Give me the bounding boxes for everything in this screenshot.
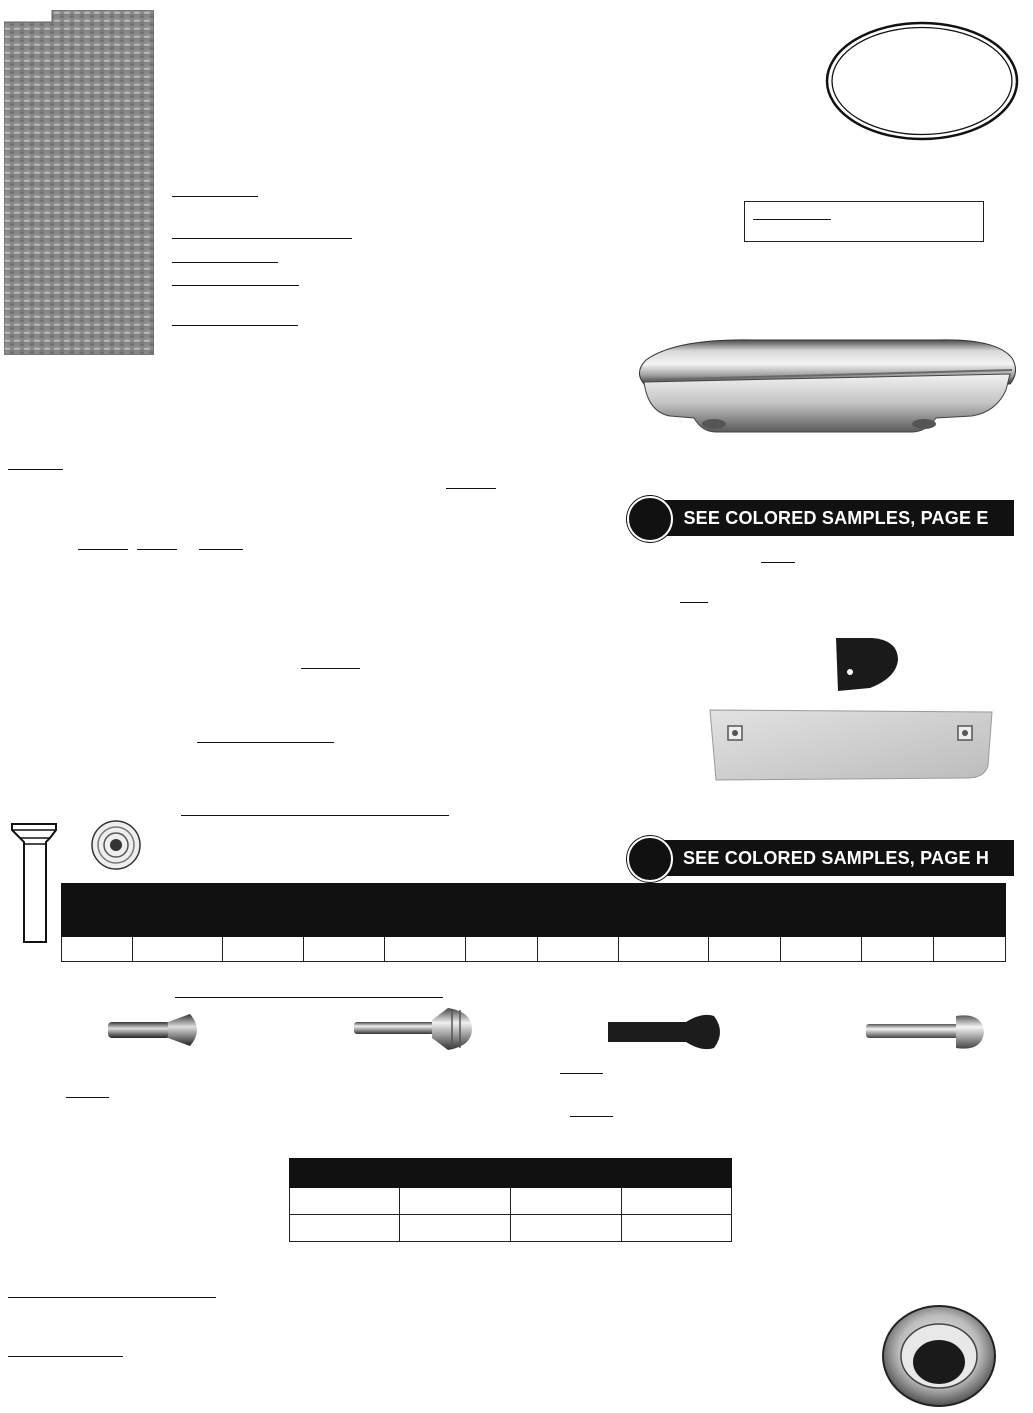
table-cell [133,937,223,962]
parts-table [61,883,1006,962]
table-cell [62,937,133,962]
table-cell [862,937,934,962]
underline-rule [761,562,795,563]
lock-knob-black-image [606,1010,724,1054]
underline-rule [181,815,449,816]
table-row [290,1188,732,1215]
table-header-cell [290,1159,732,1188]
table-cell [538,937,619,962]
underline-rule [753,219,831,220]
underline-rule [172,238,352,239]
table-cell [621,1215,731,1242]
underline-rule [66,1097,109,1098]
underline-rule [172,262,278,263]
lock-knob-tapered-image [106,1010,206,1050]
table-cell [290,1215,400,1242]
underline-rule [301,668,360,669]
table-cell [466,937,538,962]
escutcheon-grommet-image [880,1304,998,1408]
table-row [290,1215,732,1242]
table-row [62,937,1006,962]
banner-h-bullet [627,836,673,882]
underline-rule [78,549,128,550]
table-header-cell [62,884,1006,937]
table-cell [621,1188,731,1215]
table-header-row [62,884,1006,937]
table-cell [290,1188,400,1215]
underline-rule [8,469,63,470]
colored-samples-banner-h [648,840,1014,876]
table-cell [781,937,862,962]
lock-knob-side-image [10,820,58,946]
table-cell [709,937,781,962]
underline-rule [137,549,177,550]
underline-rule [197,742,334,743]
banner-e-text: SEE COLORED SAMPLES, PAGE E [683,507,989,528]
underline-rule [560,1073,603,1074]
table-cell [400,1188,511,1215]
banner-h-text: SEE COLORED SAMPLES, PAGE H [682,847,990,868]
table-cell [511,1215,621,1242]
lock-ferrule-image [90,820,144,870]
table-cell [619,937,709,962]
underline-rule [680,602,708,603]
oval-emblem-image [824,20,1020,142]
boxed-label [744,201,984,242]
underline-rule [175,997,443,998]
table-cell [400,1215,511,1242]
table-cell [511,1188,621,1215]
underline-rule [199,549,243,550]
underline-rule [446,488,496,489]
underline-rule [172,285,299,286]
underline-rule [570,1116,613,1117]
black-pad-image [832,636,900,692]
underline-rule [8,1356,123,1357]
underline-rule [172,325,298,326]
table-cell [934,937,1006,962]
armrest-image [636,332,1018,442]
table-cell [385,937,466,962]
underline-rule [8,1297,216,1298]
fabric-swatch-image [4,10,154,355]
plastic-strip-image [706,706,996,782]
knob-table [289,1158,732,1242]
lock-knob-round-image [864,1008,986,1056]
banner-e-bullet [627,496,673,542]
colored-samples-banner-e [648,500,1014,536]
lock-knob-ribbed-image [352,1002,474,1056]
knob-table-header-row [290,1159,732,1188]
table-cell [304,937,385,962]
underline-rule [172,196,258,197]
table-cell [223,937,304,962]
